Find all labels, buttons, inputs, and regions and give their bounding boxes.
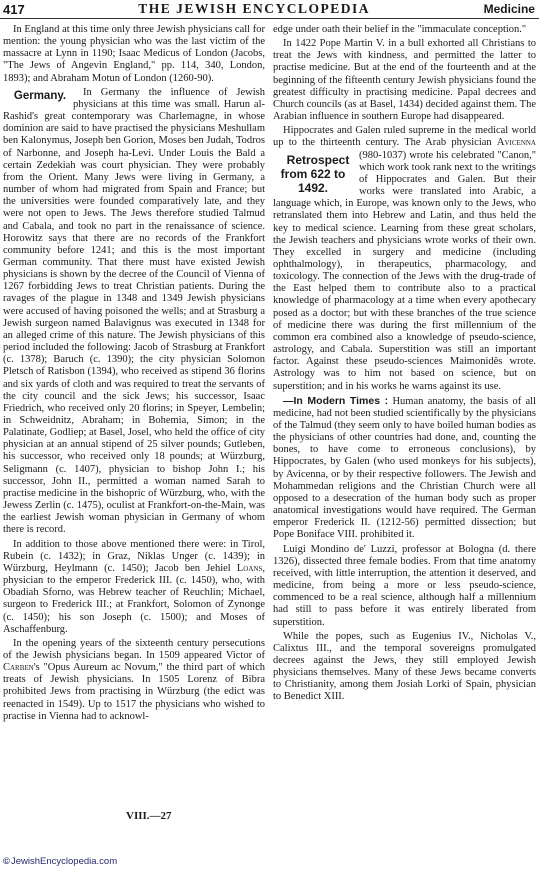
paragraph-text: In addition to those above mentioned there were: in Tirol, Rubein (c. 1432); in Graz, Niklas Unger (c. 1439); in Würzburg, Heylmann (c. 1450); Jacob ben Jehiel [3,538,265,574]
paragraph-germany-text: In Germany the influence of Jewish physicians at this time was small. Harun al-Rashid's great contemporary was Charlemagne, in whose dominion are said to have practised the physicians Meshullam ben Kalonymus, Joseph ben Gorion, Moses ben Judah, Todros of Narbonne, and Joseph ha-Levi. Under Louis the Bald a certain Zedekiah was court physician. They were probably from the Orient. Many Jews were living in Germany, a number of whom had migrated from Spain and France; but the universities were founded comparatively late, and they were not open to Jews. The Jews therefore studied Talmud and Cabala, and took no part in the renaissance of science. Horowitz says that there are no records of the Frankfort community before 1241; and this is the most important German community. That there must have existed Jewish physicians is shown by the decree of the Council of Vienna of 1267 forbidding Jews to treat Christian patients. During the ravages of the plague in 1348 and 1349 Jewish physicians were accused of having poisoned the wells; and at Strasburg a Jewish surgeon named Balavignus was executed in 1348 for an alleged crime of this nature. The Jewish physicians of this period included the following: Jacob of Strasburg at Frankfort (c. 1378); Baruch (c. 1390); the city physician Solomon Pletsch of Ratisbon (1394), who received as stipend 36 florins and six yards of cloth and was required to treat the servants of the city council and the sick Jews; his successor, Isaac Friedrich, who received only 20 florins; in Speyer, Lembelin; in Schweidnitz, Abraham; in Bohemia, Simon; in the Palatinate, Godliep; at Basel, Josel, who held the office of city physician at an annual stipend of 25 silver pounds; Gutleben, his successor, who received only 18 pounds; at Würzburg, Seligmann (c. 1407), physician to bishop John I.; his successor, John II., permitted a woman named Sarah to practise medicine in the bishopric of Würzburg, who, with the Jewess Zerlin (c. 1475), oculist at Frankfort-on-the-Main, was the earliest Jewish woman physician in Germany of whom there is record. [3,86,265,536]
left-column [3,24,265,725]
page-header [0,0,539,19]
running-title: THE JEWISH ENCYCLOPEDIA [138,1,371,16]
site-name: JewishEncyclopedia.com [11,856,118,867]
right-column [273,24,536,706]
paragraph-text: Human anatomy, the basis of all medicine, had not been studied scientifically by the physicians of the Talmud (they seem only to have boiled human bodies as the physicians of other countries had done, and, counting the bones, to have come to erroneous conclusions), by Hippocrates, by Galen (who used monkeys for his subjects), by Avicenna, or by their respective followers. The Jewish and Mohammedan religions and the Christian Church were all opposed to a desecration of the human body such as proper anatomical investigations would have required. The German emperor Frederick II. (1212-56) permitted dissection; but Pope Boniface VIII. prohibited it. [273,395,536,541]
paragraph-text: , physician to the emperor Frederick III. (c. 1450), who, with Obadiah Sforno, was Hebrew teacher of Reuchlin; Michael, surgeon to Frederick III.; at Frankfort, Solomon of Zynonge (c. 1450); his son Joseph (c. 1500); and Moses of Aschaffenburg. [3,562,265,635]
name-carben: Carben [3,662,34,674]
paragraph-text: In the opening years of the sixteenth century persecutions of the Jewish physicians began. In 1509 appeared Victor of [3,637,265,661]
paragraph-additional-physicians [3,539,265,636]
paragraph-modern-times [273,395,536,542]
name-loans: Loans [236,562,263,574]
paragraph-popes: While the popes, such as Eugenius IV., Nicholas V., Calixtus III., and the temporal sovereigns promulgated decrees against the Jews, they still employed Jewish physicians themselves. Many of these Jews became converts to Christianity, among them Josiah Lorki of Spain, physician to Benedict XIII. [273,630,536,703]
heading-modern-times: —In Modern Times : [283,394,389,407]
paragraph-mondino: Luigi Mondino de' Luzzi, professor at Bologna (d. there 1326), dissected three female bodies. From that time anatomy received, with little interruption, the attention it deserved, and medicine, from being a more or less pseudo-science, commenced to be a real science, although half a millennium had still to pass before it was entirely liberated from superstition. [273,543,536,628]
paragraph-text: (980-1037) wrote his celebrated "Canon," which work took rank next to the writings of Hippocrates and Galen. But their works were translated into Arabic, a language which, in Europe, was known only to the Jews, who retranslated them into Hebrew and Latin, and thus held the key to medical science. Learning from these great scholars, the Jewish teachers and physicians wrote works of their own. They excelled in surgery and medicine (including ophthalmology), in therapeutics, pharmacology, and toxicology. The connection of the Jews with the drug-trade of the East helped them to contribute also to a practical knowledge of pharmacology at a time when every apothecary posed as a doctor; but with these branches of the true science of medicine there was during the first millennium of the common era combined also a knowledge of pseudo-science, astrology, and Cabala. Superstition was still an important factor. Against these pseudo-sciences Maimonidês wrote. Astrology was to him not based on science, but on superstition; and in his works he warns against its use. [273,149,536,392]
name-avicenna: Avicenna [496,137,536,149]
paragraph-sixteenth-century [3,638,265,723]
page-number: 417 [3,1,25,17]
side-heading-germany: Germany. [13,89,67,102]
paragraph-england: In England at this time only three Jewish physicians call for mention: the young physician who was the last victim of the massacre at Lynn in 1190; Isaac Medicus of London (Jacobs, "The Jews of Angevin England," pp. 114, 340, London, 1893); and Abraham Motun of London (1260-90). [3,24,265,84]
copyright-icon: © [3,856,10,867]
paragraph-pope-martin: In 1422 Pope Martin V. in a bull exhorted all Christians to treat the Jews with kindness, and permitted the latter to practise medicine. But at the end of the fourteenth and at the beginning of the fifteenth century Jewish physicians found the greatest difficulty in practising medicine. Papal decrees and Church councils (as at Basel, 1434) decided against them. The Arabian influence in southern Europe had disappeared. [273,38,536,123]
paragraph-hippocrates [273,125,536,392]
footer-copyright[interactable] [3,856,117,867]
paragraph-text: Hippocrates and Galen ruled supreme in the medical world up to the thirteenth century. The Arab physician [273,125,536,149]
section-title: Medicine [483,2,535,16]
side-heading-retrospect: Retrospect from 622 to 1492. [280,152,350,195]
paragraph-germany [3,87,265,537]
signature-mark: VIII.—27 [126,810,172,822]
paragraph-text: 's "Opus Aureum ac Novum," the third part of which treats of Jewish physicians. In 1505 Lorenz of Bibra prohibited Jews from practising in Würzburg (the edict was reenacted in 1549). Up to 1517 the physicians who wished to practise in Vienna had to acknowl- [3,662,265,722]
paragraph-continuation: edge under oath their belief in the "immaculate conception." [273,24,527,35]
